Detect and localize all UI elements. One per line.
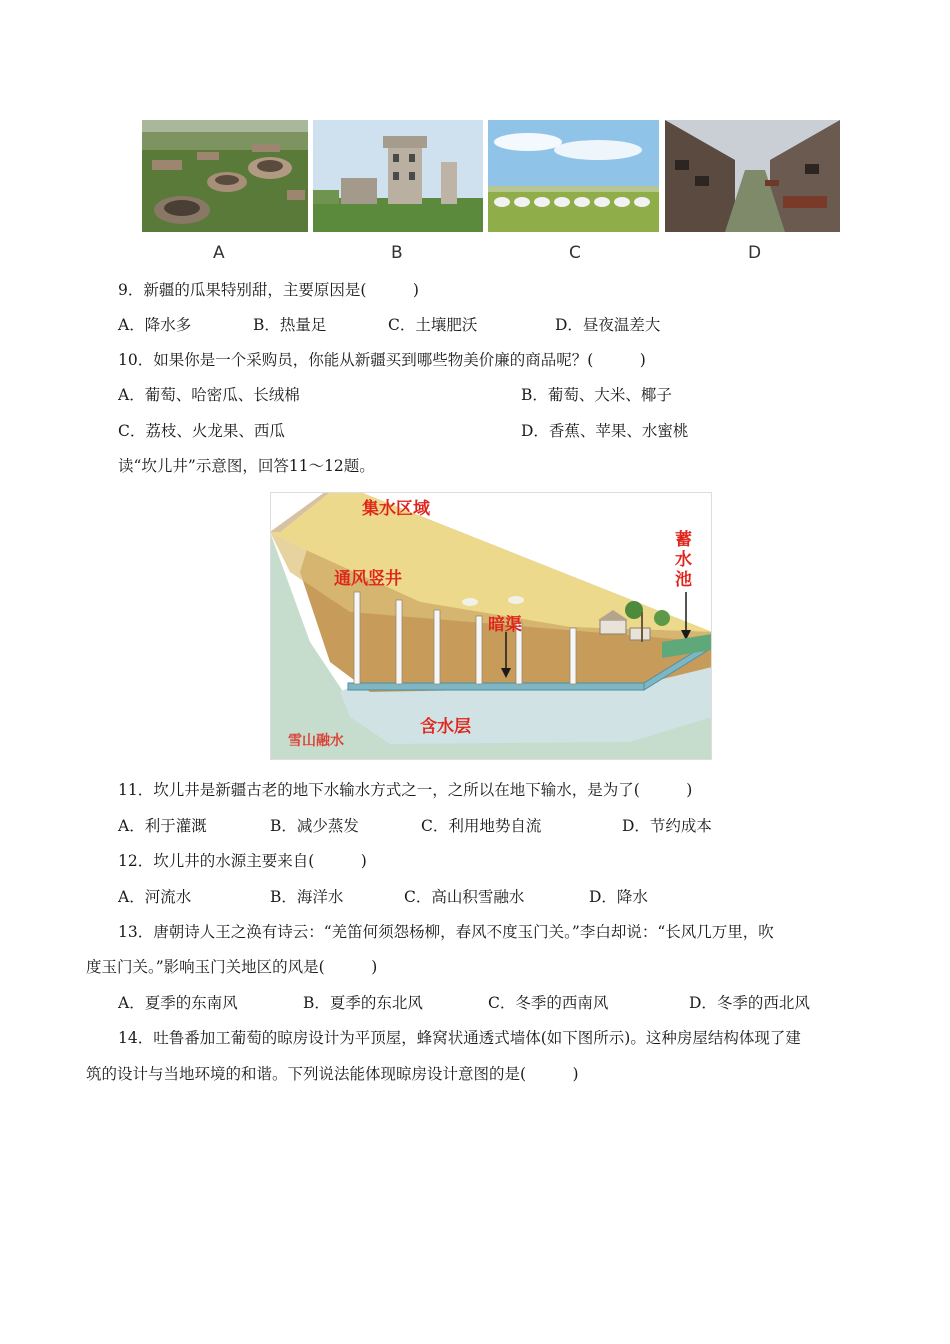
q10-option-b: B．葡萄、大米、椰子 — [521, 386, 672, 404]
q10-option-d: D．香蕉、苹果、水蜜桃 — [521, 422, 689, 440]
q9-stem: 9．新疆的瓜果特别甜，主要原因是( ) — [118, 281, 419, 299]
q13-stem-line2: 度玉门关。”影响玉门关地区的风是( ) — [86, 958, 378, 976]
photo-c — [488, 120, 659, 232]
q11-option-b: B．减少蒸发 — [270, 817, 359, 835]
q13-option-a: A．夏季的东南风 — [118, 994, 238, 1012]
q13-option-c: C．冬季的西南风 — [488, 994, 609, 1012]
label-aquifer: 含水层 — [420, 717, 471, 737]
q13-option-d: D．冬季的西北风 — [689, 994, 810, 1012]
q10-option-a: A．葡萄、哈密瓜、长绒棉 — [118, 386, 300, 404]
q12-option-d: D．降水 — [589, 888, 648, 906]
q14-stem-line2: 筑的设计与当地环境的和谐。下列说法能体现晾房设计意图的是( ) — [86, 1065, 579, 1083]
q14-stem-line1: 14．吐鲁番加工葡萄的晾房设计为平顶屋，蜂窝状通透式墙体(如下图所示)。这种房屋结构体现了建 — [118, 1029, 801, 1047]
q10-option-c: C．荔枝、火龙果、西瓜 — [118, 422, 285, 440]
q9-option-d: D．昼夜温差大 — [555, 316, 661, 334]
photo-label-b: B — [391, 243, 403, 263]
photo-label-c: C — [569, 243, 581, 263]
q13-option-b: B．夏季的东北风 — [303, 994, 423, 1012]
q12-option-c: C．高山积雪融水 — [404, 888, 525, 906]
q11-option-a: A．利于灌溉 — [118, 817, 207, 835]
q13-stem-line1: 13．唐朝诗人王之涣有诗云：“羌笛何须怨杨柳，春风不度玉门关。”李白却说：“长风几万里，吹 — [118, 923, 774, 941]
label-channel: 暗渠 — [488, 615, 522, 635]
karez-diagram — [270, 492, 712, 760]
q10-stem: 10．如果你是一个采购员，你能从新疆买到哪些物美价廉的商品呢？( ) — [118, 351, 646, 369]
photo-d — [665, 120, 840, 232]
photo-b — [313, 120, 483, 232]
q9-option-b: B．热量足 — [253, 316, 327, 334]
label-shaft: 通风竖井 — [334, 569, 402, 589]
q11-stem: 11．坎儿井是新疆古老的地下水输水方式之一，之所以在地下输水，是为了( ) — [118, 781, 693, 799]
photo-label-a: A — [213, 243, 225, 263]
q12-stem: 12．坎儿井的水源主要来自( ) — [118, 852, 367, 870]
q12-option-a: A．河流水 — [118, 888, 192, 906]
q9-option-a: A．降水多 — [118, 316, 192, 334]
photo-label-d: D — [748, 243, 762, 263]
intro-text: 读“坎儿井”示意图，回答11～12题。 — [118, 457, 375, 475]
label-snowmelt: 雪山融水 — [288, 733, 344, 749]
q11-option-d: D．节约成本 — [622, 817, 712, 835]
q12-option-b: B．海洋水 — [270, 888, 344, 906]
label-catchment: 集水区域 — [362, 499, 430, 519]
label-reservoir: 蓄水池 — [675, 530, 692, 590]
q11-option-c: C．利用地势自流 — [421, 817, 542, 835]
q9-option-c: C．土壤肥沃 — [388, 316, 478, 334]
photo-a — [142, 120, 308, 232]
